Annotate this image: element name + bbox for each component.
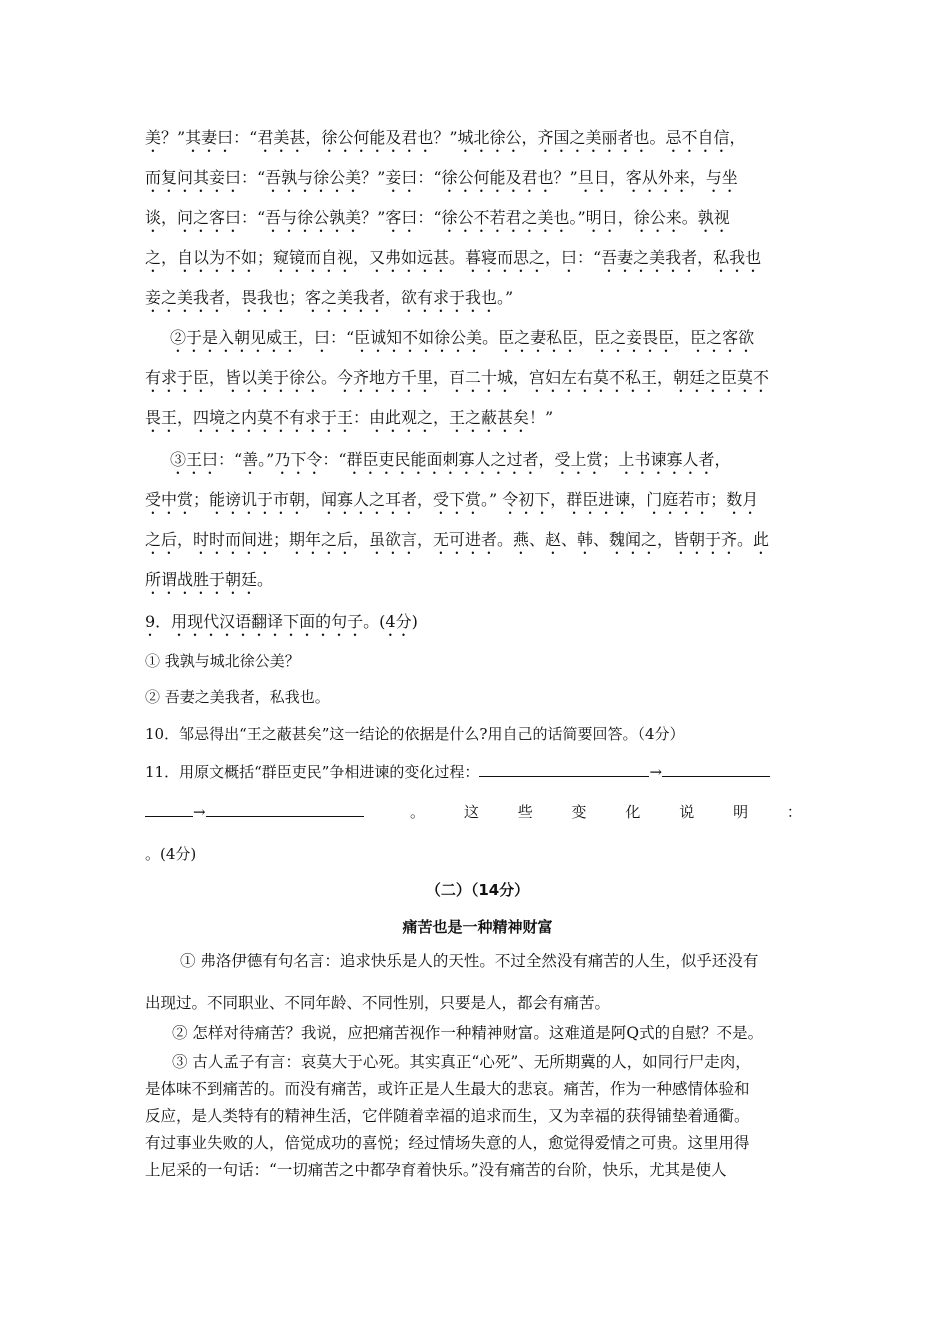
paragraph-line: ② 怎样对待痛苦？我说，应把痛苦视作一种精神财富。这难道是阿Q式的自慰？不是。: [172, 1024, 764, 1042]
spread-char: 些: [517, 803, 533, 821]
question-10: 10．邹忌得出“王之蔽甚矣”这一结论的依据是什么?用自己的话简要回答。（4分）: [145, 725, 685, 743]
question-9-item-1: ① 我孰与城北徐公美？: [145, 652, 300, 670]
paragraph-line: 反应，是人类特有的精神生活，它伴随着幸福的追求而生，又为幸福的获得铺垫着通衢。: [145, 1107, 750, 1125]
passage-line: 之，自以为不如；窥镜而自视，又弗如远甚。暮寝而思之，曰：“吾妻之美我者，私我也: [145, 248, 762, 267]
passage-line: 妾之美我者，畏我也；客之美我者，欲有求于我也。”: [145, 288, 514, 307]
paragraph-line: ③ 古人孟子有言：哀莫大于心死。其实真正“心死”、无所期冀的人，如同行尸走肉，: [172, 1053, 751, 1071]
passage-line: 谈，问之客曰：“吾与徐公孰美？”客曰：“徐公不若君之美也。”明日，徐公来。孰视: [145, 208, 730, 227]
paragraph-line: ① 弗洛伊德有句名言：追求快乐是人的天性。不过全然没有痛苦的人生，似乎还没有: [180, 952, 759, 970]
article-title: 痛苦也是一种精神财富: [402, 918, 553, 936]
passage-line: 所谓战胜于朝廷。: [145, 570, 274, 589]
answer-blank[interactable]: [206, 801, 364, 817]
spread-char: 明: [733, 803, 749, 821]
question-11-line-1: [145, 761, 810, 783]
arrow-icon: →: [649, 763, 663, 781]
paragraph-line: 是体味不到痛苦的。而没有痛苦，或许正是人生最大的悲哀。痛苦，作为一种感情体验和: [145, 1080, 750, 1098]
passage-line: 美？”其妻曰：“君美甚，徐公何能及君也？”城北徐公，齐国之美丽者也。忌不自信，: [145, 128, 746, 147]
question-9: 9．用现代汉语翻译下面的句子。(4分): [145, 612, 418, 631]
answer-blank[interactable]: [479, 761, 649, 777]
answer-blank[interactable]: [145, 801, 193, 817]
spread-char: 说: [679, 803, 695, 821]
spread-char: 这: [463, 803, 479, 821]
passage-line: ③王曰：“善。”乃下令：“群臣吏民能面刺寡人之过者，受上赏；上书谏寡人者，: [170, 450, 731, 469]
paragraph-line: 上尼采的一句话：“一切痛苦之中都孕育着快乐。”没有痛苦的台阶，快乐，尤其是使人: [145, 1161, 727, 1179]
period-char: 。: [410, 803, 426, 821]
spread-char: 变: [571, 803, 587, 821]
paragraph-line: 有过事业失败的人，倍觉成功的喜悦；经过情场失意的人，愈觉得爱情之可贵。这里用得: [145, 1134, 750, 1152]
passage-line: 而复问其妾曰：“吾孰与徐公美？”妾曰：“徐公何能及君也？”旦日，客从外来，与坐: [145, 168, 738, 187]
spread-char: ：: [786, 803, 802, 821]
passage-line: 有求于臣，皆以美于徐公。今齐地方千里，百二十城，宫妇左右莫不私王，朝廷之臣莫不: [145, 368, 770, 387]
arrow-icon: →: [193, 803, 206, 821]
passage-line: ②于是入朝见威王，曰：“臣诚知不如徐公美。臣之妻私臣，臣之妾畏臣，臣之客欲: [170, 328, 755, 347]
paragraph-line: 出现过。不同职业、不同年龄、不同性别，只要是人，都会有痛苦。: [145, 994, 611, 1012]
question-11-spread-text: [410, 801, 802, 823]
passage-line: 受中赏；能谤讥于市朝，闻寡人之耳者，受下赏。” 令初下，群臣进谏，门庭若市；数月: [145, 490, 759, 509]
spread-char: 化: [625, 803, 641, 821]
section-heading: （二）（14分）: [425, 881, 530, 899]
passage-line: 畏王，四境之内莫不有求于王：由此观之，王之蔽甚矣！”: [145, 408, 554, 427]
passage-line: 之后，时时而间进；期年之后，虽欲言，无可进者。燕、赵、韩、魏闻之，皆朝于齐。此: [145, 530, 770, 549]
question-11-score: 。(4分): [145, 845, 197, 863]
question-9-item-2: ② 吾妻之美我者，私我也。: [145, 688, 330, 706]
question-11-prompt: 11．用原文概括“群臣吏民”争相进谏的变化过程：: [145, 763, 480, 781]
answer-blank[interactable]: [662, 761, 770, 777]
